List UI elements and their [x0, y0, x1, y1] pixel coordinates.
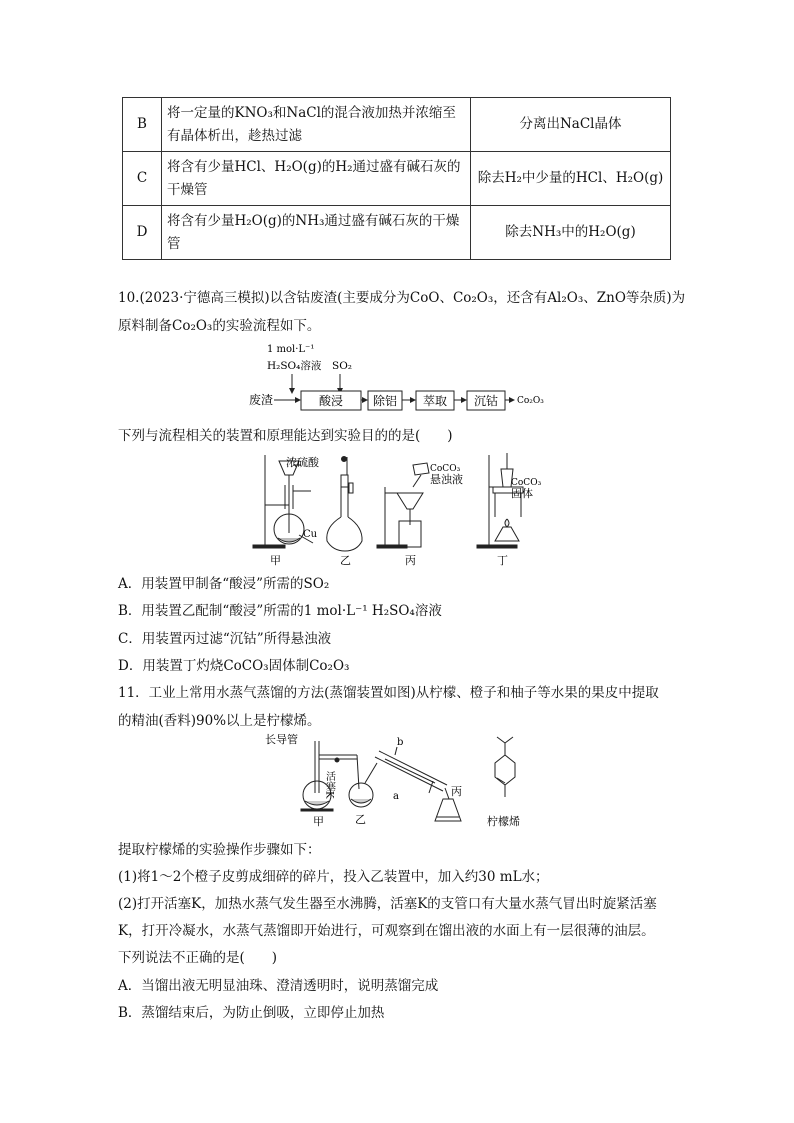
q10-option-d: D．用装置丁灼烧CoCO₃固体制Co₂O₃ — [118, 658, 350, 674]
q10-option-a: A．用装置甲制备“酸浸”所需的SO₂ — [118, 576, 330, 592]
caption-limonene: 柠檬烯 — [487, 815, 520, 828]
row-label: D — [123, 206, 162, 260]
flow-start: 废渣 — [249, 393, 274, 407]
q11-stem-line1: 11．工业上常用水蒸气蒸馏的方法(蒸馏装置如图)从柠檬、橙子和柚子等水果的果皮中提取 — [118, 685, 659, 701]
q11-step1: (1)将1～2个橙子皮剪成细碎的碎片，投入乙装置中，加入约30 mL水； — [118, 869, 549, 885]
flow-step-extract: 萃取 — [422, 394, 448, 408]
caption-bing: 丙 — [451, 785, 462, 798]
apparatus-illustration — [245, 447, 575, 569]
q10-option-b: B．用装置乙配制“酸浸”所需的1 mol·L⁻¹ H₂SO₄溶液 — [118, 603, 442, 619]
flow-step-remove-al: 除铝 — [372, 394, 398, 408]
label-b: b — [397, 737, 404, 748]
row-action: 将一定量的KNO₃和NaCl的混合液加热并浓缩至有晶体析出，趁热过滤 — [162, 98, 471, 152]
row-label: C — [123, 152, 162, 206]
q11-step2-line1: (2)打开活塞K，加热水蒸气发生器至水沸腾，活塞K的支管口有大量水蒸气冒出时旋紧活塞 — [118, 896, 657, 912]
caption-jia: 甲 — [270, 554, 281, 567]
q11-stem-line2: 的精油(香料)90%以上是柠檬烯。 — [118, 713, 321, 729]
label-coco3: CoCO₃ — [430, 464, 461, 474]
row-label: B — [123, 98, 162, 152]
label-long-tube: 长导管 — [265, 733, 298, 746]
flow-step-precip-co: 沉钴 — [473, 394, 499, 408]
q10-option-c: C．用装置丙过滤“沉钴”所得悬浊液 — [118, 631, 332, 647]
flow-reagent-acid: H₂SO₄溶液 — [267, 360, 322, 372]
caption-yi: 乙 — [340, 554, 351, 567]
steam-distillation-illustration — [265, 733, 565, 833]
caption-yi: 乙 — [355, 813, 366, 826]
label-valve-k: 活塞K — [323, 771, 335, 799]
caption-bing: 丙 — [405, 554, 416, 567]
label-suspension: 悬浊液 — [430, 473, 463, 486]
q11-step2-line2: K，打开冷凝水，水蒸气蒸馏即开始进行，可观察到在馏出液的水面上有一层很薄的油层。 — [118, 923, 655, 939]
label-solid: 固体 — [511, 487, 533, 500]
q10-stem-line2: 原料制备Co₂O₃的实验流程如下。 — [118, 318, 321, 334]
flow-reagent-conc: 1 mol·L⁻¹ — [267, 344, 315, 355]
row-action: 将含有少量HCl、H₂O(g)的H₂通过盛有碱石灰的干燥管 — [162, 152, 471, 206]
label-coco3-solid: CoCO₃ — [511, 478, 542, 488]
q11-steps-title: 提取柠檬烯的实验操作步骤如下： — [118, 842, 321, 858]
table-row — [123, 98, 671, 152]
flow-end: Co₂O₃ — [517, 396, 544, 406]
process-flow-diagram — [240, 340, 560, 414]
row-result: 分离出NaCl晶体 — [471, 98, 671, 152]
q11-question: 下列说法不正确的是( ) — [118, 950, 278, 966]
label-conc-sulfuric: 浓硫酸 — [286, 456, 319, 469]
label-cu: Cu — [303, 529, 318, 540]
table-row — [123, 206, 671, 260]
caption-ding: 丁 — [497, 554, 508, 567]
label-a: a — [393, 791, 399, 802]
row-result: 除去H₂中少量的HCl、H₂O(g) — [471, 152, 671, 206]
caption-jia: 甲 — [313, 815, 324, 828]
flow-reagent-so2: SO₂ — [332, 360, 353, 372]
q11-option-b: B．蒸馏结束后，为防止倒吸，立即停止加热 — [118, 1005, 385, 1021]
q10-stem-line1: 10.(2023·宁德高三模拟)以含钴废渣(主要成分为CoO、Co₂O₃，还含有Al₂O₃、ZnO等杂质)为 — [118, 290, 686, 306]
options-table — [122, 97, 671, 260]
q11-option-a: A．当馏出液无明显油珠、澄清透明时，说明蒸馏完成 — [118, 978, 439, 994]
row-result: 除去NH₃中的H₂O(g) — [471, 206, 671, 260]
table-row — [123, 152, 671, 206]
row-action: 将含有少量H₂O(g)的NH₃通过盛有碱石灰的干燥管 — [162, 206, 471, 260]
flow-step-acid-leach: 酸浸 — [318, 394, 344, 408]
q10-question: 下列与流程相关的装置和原理能达到实验目的的是( ) — [118, 428, 453, 444]
